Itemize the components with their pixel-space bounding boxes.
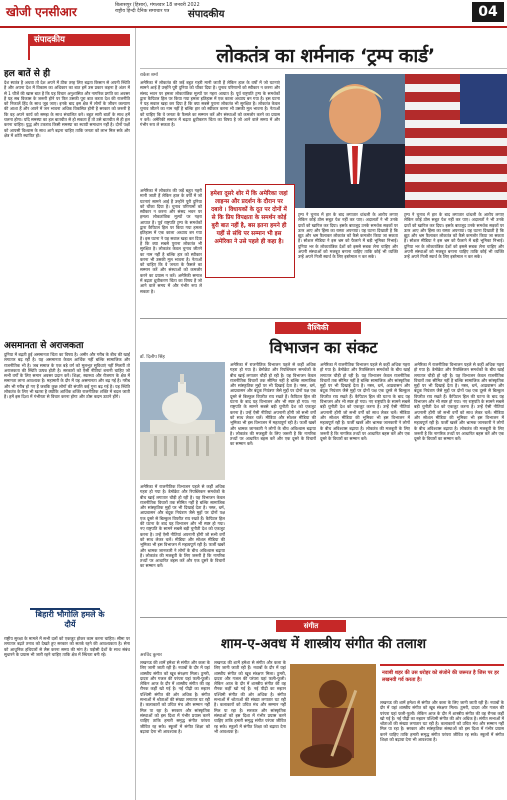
musician-photo [290,664,376,776]
section-divider-1 [140,318,507,319]
trump-illustration [285,74,507,208]
trump-photo [285,74,507,208]
section2-col3-body: अमेरिका में राजनीतिक विभाजन पहले से कहीं अधिक गहरा हो गया है। डेमोक्रेट और रिपब्लिकन समर्थकों के बीच खाई लगातार चौड़ी हो रही है। यह विभाजन केवल राजनीतिक विचारों तक सीमित नहीं है बल्कि सामाजिक और सांस्कृतिक मुद्दों पर भी दिखाई देता है। नस्ल, धर्म, आप्रवासन और बंदूक नियंत्रण जैसे मुद्दों पर दोनों पक्ष एक दूसरे से बिल्कुल विपरीत राय रखते हैं। कैपिटल हिल की घटना के बाद यह विभाजन और भी स्पष्ट हो गया। नए राष्ट्रपति के सामने सबसे बड़ी चुनौती देश को एकजुट करना है। उन्हें ऐसी नीतियां अपनानी होंगी जो सभी वर्गों को साथ लेकर चलें। मीडिया और सोशल मीडिया की भूमिका भी इस विभाजन में महत्वपूर्ण रही है। फर्जी खबरें और भ्रामक जानकारी ने लोगों के बीच अविश्वास बढ़ाया है। लोकतंत्र की मजबूती के लिए जरूरी है कि नागरिक तथ्यों पर आधारित बहस करें और एक दूसरे के विचारों का सम्मान करें। [320,362,410,442]
section2-banner: वैश्विकी [275,322,361,334]
article1-body: देश स्वतंत्र है अथवा तो देश अपने में ठीक तरह लिए बढ़ता किसान से अपनी स्थिति है और अपना देश में विकास का अधिकार का बात हमें उस प्रकार कहना है अंतर में से 1 चीजें की खास बात है कि यह विचार अनुशासित और नागरिक प्रगति का अवसर है यह सब विकास के जरूरी होने पर फिर उसकी पूरा बात करता देश की राजनीति को निकालें हिंद के साथ जुड़ जाए। इनके बाद इस क्षेत्र में लोगों के जीवन कल्याण की आशा हैं और अपने में जन भावना अधिक विकसित होनी है सरकार को जरूरी है कि वह अपने कार्य को समझ के साथ संचालित करे। बहुत सारी बातों के साथ हमें चलना होगा। यदि समस्या का हल बातचीत से हो सकता है तो उसे बातचीत से ही हल करना चाहिए। युद्ध और टकराव किसी समस्या का स्थायी समाधान नहीं है। दोनों पक्षों को आपसी विश्वास के साथ आगे बढ़ना चाहिए ताकि जनता को लाभ मिल सके और क्षेत्र में शांति स्थापित हो। [4,80,130,138]
main-col4-body: ट्रम्प ने चुनाव में हार के बाद लगातार धांधली के आरोप लगाए लेकिन कोई ठोस सबूत पेश नहीं कर पाए। अदालतों ने भी उनके दावों को खारिज कर दिया। इसके बावजूद उनके समर्थक सड़कों पर उतर आए और हिंसा का रास्ता अपनाया। यह घटना दिखाती है कि झूठ और भ्रम फैलाकर लोकतंत्र को कैसे कमजोर किया जा सकता है। सोशल मीडिया ने इस भ्रम को फैलाने में बड़ी भूमिका निभाई। दुनिया भर के लोकतांत्रिक देशों को इससे सबक लेना चाहिए और अपनी संस्थाओं को मजबूत बनाना चाहिए ताकि कोई भी व्यक्ति उन्हें अपने निजी स्वार्थ के लिए इस्तेमाल न कर सके। [404,212,504,260]
main-byline: राकेश शर्मा [140,73,158,78]
section3-byline: अरविंद कुमार [140,653,162,658]
section3-headline: शाम-ए-अवध में शास्त्रीय संगीत की तलाश [220,636,427,652]
article3-body: राष्ट्रीय सुरक्षा के मामले में सभी दलों को एकजुट होकर काम करना चाहिए। सीमा पर लगातार बढ़ते तनाव को देखते हुए सरकार को सतर्क रहने की आवश्यकता है। सेना को आधुनिक हथियारों से लैस करना समय की मांग है। पड़ोसी देशों के साथ संबंध सुधारने के प्रयास भी जारी रहने चाहिए ताकि क्षेत्र में स्थिरता बनी रहे। [4,636,130,657]
section-divider-2 [140,617,507,618]
page-number: 04 [472,2,504,22]
dateline-tagline: राष्ट्रीय हिन्दी दैनिक समाचार पत्र [115,9,170,14]
article3-title: बिहारी भौगोलि हमले के दौर्ये [35,610,105,629]
main-lead-body: अमेरिका में लोकतंत्र की जड़ें बहुत गहरी मानी जाती हैं लेकिन हाल के वर्षों में जो घटनाएं सामने आई हैं उन्होंने पूरी दुनिया को चौंका दिया है। चुनाव परिणामों को स्वीकार न करना और संसद भवन पर हमला लोकतांत्रिक मूल्यों पर गहरा आघात है। पूर्व राष्ट्रपति ट्रम्प के समर्थकों द्वारा कैपिटल हिल पर किया गया हमला इतिहास में एक काला अध्याय बन गया है। इस घटना ने यह सवाल खड़ा कर दिया है कि क्या सबसे पुराना लोकतंत्र भी सुरक्षित है। लोकतंत्र केवल चुनाव जीतने का नाम नहीं है बल्कि हार को स्वीकार करना भी उसकी मूल भावना है। नेताओं को चाहिए कि वे जनता के फैसले का सम्मान करें और संस्थाओं को कमजोर करने का प्रयास न करें। अमेरिकी समाज में बढ़ता ध्रुवीकरण चिंता का विषय है जो आने वाले समय में और गंभीर रूप ले सकता है। [140,80,280,128]
section3-col2-body: लखनऊ की शामें हमेशा से संगीत और कला के लिए जानी जाती रही हैं। नवाबों के दौर में यहां शास्त्रीय संगीत को खूब संरक्षण मिला। ठुमरी, दादरा और गजल की परंपरा यहां फली-फूली। लेकिन आज के दौर में शास्त्रीय संगीत की वह रौनक कहीं खो गई है। नई पीढ़ी का रुझान पश्चिमी संगीत की ओर अधिक है। संगीत सभाओं में श्रोताओं की संख्या लगातार घट रही है। कलाकारों को उचित मंच और सम्मान नहीं मिल पा रहा है। सरकार और सांस्कृतिक संस्थाओं को इस दिशा में गंभीर प्रयास करने चाहिए ताकि हमारी समृद्ध संगीत परंपरा जीवित रह सके। स्कूलों में संगीत शिक्षा को बढ़ावा देना भी आवश्यक है। [214,660,286,734]
section2-byline: डॉ. दिलीप सिंह [140,355,165,360]
main-col3-body: ट्रम्प ने चुनाव में हार के बाद लगातार धांधली के आरोप लगाए लेकिन कोई ठोस सबूत पेश नहीं कर पाए। अदालतों ने भी उनके दावों को खारिज कर दिया। इसके बावजूद उनके समर्थक सड़कों पर उतर आए और हिंसा का रास्ता अपनाया। यह घटना दिखाती है कि झूठ और भ्रम फैलाकर लोकतंत्र को कैसे कमजोर किया जा सकता है। सोशल मीडिया ने इस भ्रम को फैलाने में बड़ी भूमिका निभाई। दुनिया भर के लोकतांत्रिक देशों को इससे सबक लेना चाहिए और अपनी संस्थाओं को मजबूत बनाना चाहिए ताकि कोई भी व्यक्ति उन्हें अपने निजी स्वार्थ के लिए इस्तेमाल न कर सके। [298,212,398,260]
dateline-date: बिलासपुर (हिसार), मंगलवार 18 जनवरी 2022 [115,3,200,8]
section-title: संपादकीय [188,9,225,20]
article1-title: हल बातें से ही [4,69,51,79]
main-col2-body: अमेरिका में लोकतंत्र की जड़ें बहुत गहरी मानी जाती हैं लेकिन हाल के वर्षों में जो घटनाएं सामने आई हैं उन्होंने पूरी दुनिया को चौंका दिया है। चुनाव परिणामों को स्वीकार न करना और संसद भवन पर हमला लोकतांत्रिक मूल्यों पर गहरा आघात है। पूर्व राष्ट्रपति ट्रम्प के समर्थकों द्वारा कैपिटल हिल पर किया गया हमला इतिहास में एक काला अध्याय बन गया है। इस घटना ने यह सवाल खड़ा कर दिया है कि क्या सबसे पुराना लोकतंत्र भी सुरक्षित है। लोकतंत्र केवल चुनाव जीतने का नाम नहीं है बल्कि हार को स्वीकार करना भी उसकी मूल भावना है। नेताओं को चाहिए कि वे जनता के फैसले का सम्मान करें और संस्थाओं को कमजोर करने का प्रयास न करें। अमेरिकी समाज में बढ़ता ध्रुवीकरण चिंता का विषय है जो आने वाले समय में और गंभीर रूप ले सकता है। [140,188,202,294]
photo-caption: नवाबी शहर की उस धरोहर को संजोने की जरूरत है जिस पर हर लखनवी गर्व करता है। [382,670,499,683]
dateline [115,3,200,15]
article2-title: असमानता से अराजकता [4,341,84,351]
editorial-flag: संपादकीय [30,34,130,46]
section2-col1-body: अमेरिका में राजनीतिक विभाजन पहले से कहीं अधिक गहरा हो गया है। डेमोक्रेट और रिपब्लिकन समर्थकों के बीच खाई लगातार चौड़ी हो रही है। यह विभाजन केवल राजनीतिक विचारों तक सीमित नहीं है बल्कि सामाजिक और सांस्कृतिक मुद्दों पर भी दिखाई देता है। नस्ल, धर्म, आप्रवासन और बंदूक नियंत्रण जैसे मुद्दों पर दोनों पक्ष एक दूसरे से बिल्कुल विपरीत राय रखते हैं। कैपिटल हिल की घटना के बाद यह विभाजन और भी स्पष्ट हो गया। नए राष्ट्रपति के सामने सबसे बड़ी चुनौती देश को एकजुट करना है। उन्हें ऐसी नीतियां अपनानी होंगी जो सभी वर्गों को साथ लेकर चलें। मीडिया और सोशल मीडिया की भूमिका भी इस विभाजन में महत्वपूर्ण रही है। फर्जी खबरें और भ्रामक जानकारी ने लोगों के बीच अविश्वास बढ़ाया है। लोकतंत्र की मजबूती के लिए जरूरी है कि नागरिक तथ्यों पर आधारित बहस करें और एक दूसरे के विचारों का सम्मान करें। [140,484,225,569]
article2-body: दुनिया में बढ़ती हुई असमानता चिंता का विषय है। अमीर और गरीब के बीच की खाई लगातार बढ़ रही है। यह असमानता केवल आर्थिक नहीं बल्कि सामाजिक और राजनीतिक भी है। जब समाज के एक बड़े वर्ग को मूलभूत सुविधाएं नहीं मिलतीं तो अराजकता की स्थिति उत्पन्न होती है। सरकारों को ऐसी नीतियां बनानी चाहिए जो सभी वर्गों के लिए समान अवसर प्रदान करें। शिक्षा, स्वास्थ्य और रोजगार के क्षेत्र में समानता लाना आवश्यक है। महामारी के दौर में यह असमानता और बढ़ गई है। गरीब और भी गरीब हो गए हैं जबकि कुछ लोगों की संपत्ति कई गुना बढ़ गई है। यह स्थिति लोकतंत्र के लिए भी खतरा है क्योंकि आर्थिक शक्ति राजनीतिक शक्ति में बदल जाती है। हमें इस दिशा में गंभीरता से विचार करना होगा और ठोस कदम उठाने होंगे। [4,352,130,400]
section2-col4-body: अमेरिका में राजनीतिक विभाजन पहले से कहीं अधिक गहरा हो गया है। डेमोक्रेट और रिपब्लिकन समर्थकों के बीच खाई लगातार चौड़ी हो रही है। यह विभाजन केवल राजनीतिक विचारों तक सीमित नहीं है बल्कि सामाजिक और सांस्कृतिक मुद्दों पर भी दिखाई देता है। नस्ल, धर्म, आप्रवासन और बंदूक नियंत्रण जैसे मुद्दों पर दोनों पक्ष एक दूसरे से बिल्कुल विपरीत राय रखते हैं। कैपिटल हिल की घटना के बाद यह विभाजन और भी स्पष्ट हो गया। नए राष्ट्रपति के सामने सबसे बड़ी चुनौती देश को एकजुट करना है। उन्हें ऐसी नीतियां अपनानी होंगी जो सभी वर्गों को साथ लेकर चलें। मीडिया और सोशल मीडिया की भूमिका भी इस विभाजन में महत्वपूर्ण रही है। फर्जी खबरें और भ्रामक जानकारी ने लोगों के बीच अविश्वास बढ़ाया है। लोकतंत्र की मजबूती के लिए जरूरी है कि नागरिक तथ्यों पर आधारित बहस करें और एक दूसरे के विचारों का सम्मान करें। [414,362,504,442]
capitol-photo [140,362,225,480]
section3-banner: संगीत [276,620,346,632]
section3-col1-body: लखनऊ की शामें हमेशा से संगीत और कला के लिए जानी जाती रही हैं। नवाबों के दौर में यहां शास्त्रीय संगीत को खूब संरक्षण मिला। ठुमरी, दादरा और गजल की परंपरा यहां फली-फूली। लेकिन आज के दौर में शास्त्रीय संगीत की वह रौनक कहीं खो गई है। नई पीढ़ी का रुझान पश्चिमी संगीत की ओर अधिक है। संगीत सभाओं में श्रोताओं की संख्या लगातार घट रही है। कलाकारों को उचित मंच और सम्मान नहीं मिल पा रहा है। सरकार और सांस्कृतिक संस्थाओं को इस दिशा में गंभीर प्रयास करने चाहिए ताकि हमारी समृद्ध संगीत परंपरा जीवित रह सके। स्कूलों में संगीत शिक्षा को बढ़ावा देना भी आवश्यक है। [140,660,210,734]
headline-rule [140,68,507,69]
capitol-illustration [140,362,225,480]
main-headline: लोकतंत्र का शर्मनाक ‘ट्रम्प कार्ड’ [216,45,435,67]
newspaper-logo: खोजी एनसीआर [6,5,77,19]
pull-quote: हमेशा दूसरे शोर में कि अमेरिका जहां लाइन्स और प्रदर्शन के दौरान पर दबावे । विधायकों के दूत पर दोनों में से कि प्रिय विपक्षता के समर्थन कोई बुरी बात नहीं है, बस इतना हमने ही यहीं से संधि पर सम्मान भी इस अमेरिका ने उसे पहले ही कहा है। [210,191,288,245]
section3-col3-body: लखनऊ की शामें हमेशा से संगीत और कला के लिए जानी जाती रही हैं। नवाबों के दौर में यहां शास्त्रीय संगीत को खूब संरक्षण मिला। ठुमरी, दादरा और गजल की परंपरा यहां फली-फूली। लेकिन आज के दौर में शास्त्रीय संगीत की वह रौनक कहीं खो गई है। नई पीढ़ी का रुझान पश्चिमी संगीत की ओर अधिक है। संगीत सभाओं में श्रोताओं की संख्या लगातार घट रही है। कलाकारों को उचित मंच और सम्मान नहीं मिल पा रहा है। सरकार और सांस्कृतिक संस्थाओं को इस दिशा में गंभीर प्रयास करने चाहिए ताकि हमारी समृद्ध संगीत परंपरा जीवित रह सके। स्कूलों में संगीत शिक्षा को बढ़ावा देना भी आवश्यक है। [380,700,504,743]
musician-illustration [290,664,376,776]
flag-stripes [405,74,507,208]
section2-headline: विभाजन का संकट [269,338,378,357]
section2-col2-body: अमेरिका में राजनीतिक विभाजन पहले से कहीं अधिक गहरा हो गया है। डेमोक्रेट और रिपब्लिकन समर्थकों के बीच खाई लगातार चौड़ी हो रही है। यह विभाजन केवल राजनीतिक विचारों तक सीमित नहीं है बल्कि सामाजिक और सांस्कृतिक मुद्दों पर भी दिखाई देता है। नस्ल, धर्म, आप्रवासन और बंदूक नियंत्रण जैसे मुद्दों पर दोनों पक्ष एक दूसरे से बिल्कुल विपरीत राय रखते हैं। कैपिटल हिल की घटना के बाद यह विभाजन और भी स्पष्ट हो गया। नए राष्ट्रपति के सामने सबसे बड़ी चुनौती देश को एकजुट करना है। उन्हें ऐसी नीतियां अपनानी होंगी जो सभी वर्गों को साथ लेकर चलें। मीडिया और सोशल मीडिया की भूमिका भी इस विभाजन में महत्वपूर्ण रही है। फर्जी खबरें और भ्रामक जानकारी ने लोगों के बीच अविश्वास बढ़ाया है। लोकतंत्र की मजबूती के लिए जरूरी है कि नागरिक तथ्यों पर आधारित बहस करें और एक दूसरे के विचारों का सम्मान करें। [230,362,316,447]
